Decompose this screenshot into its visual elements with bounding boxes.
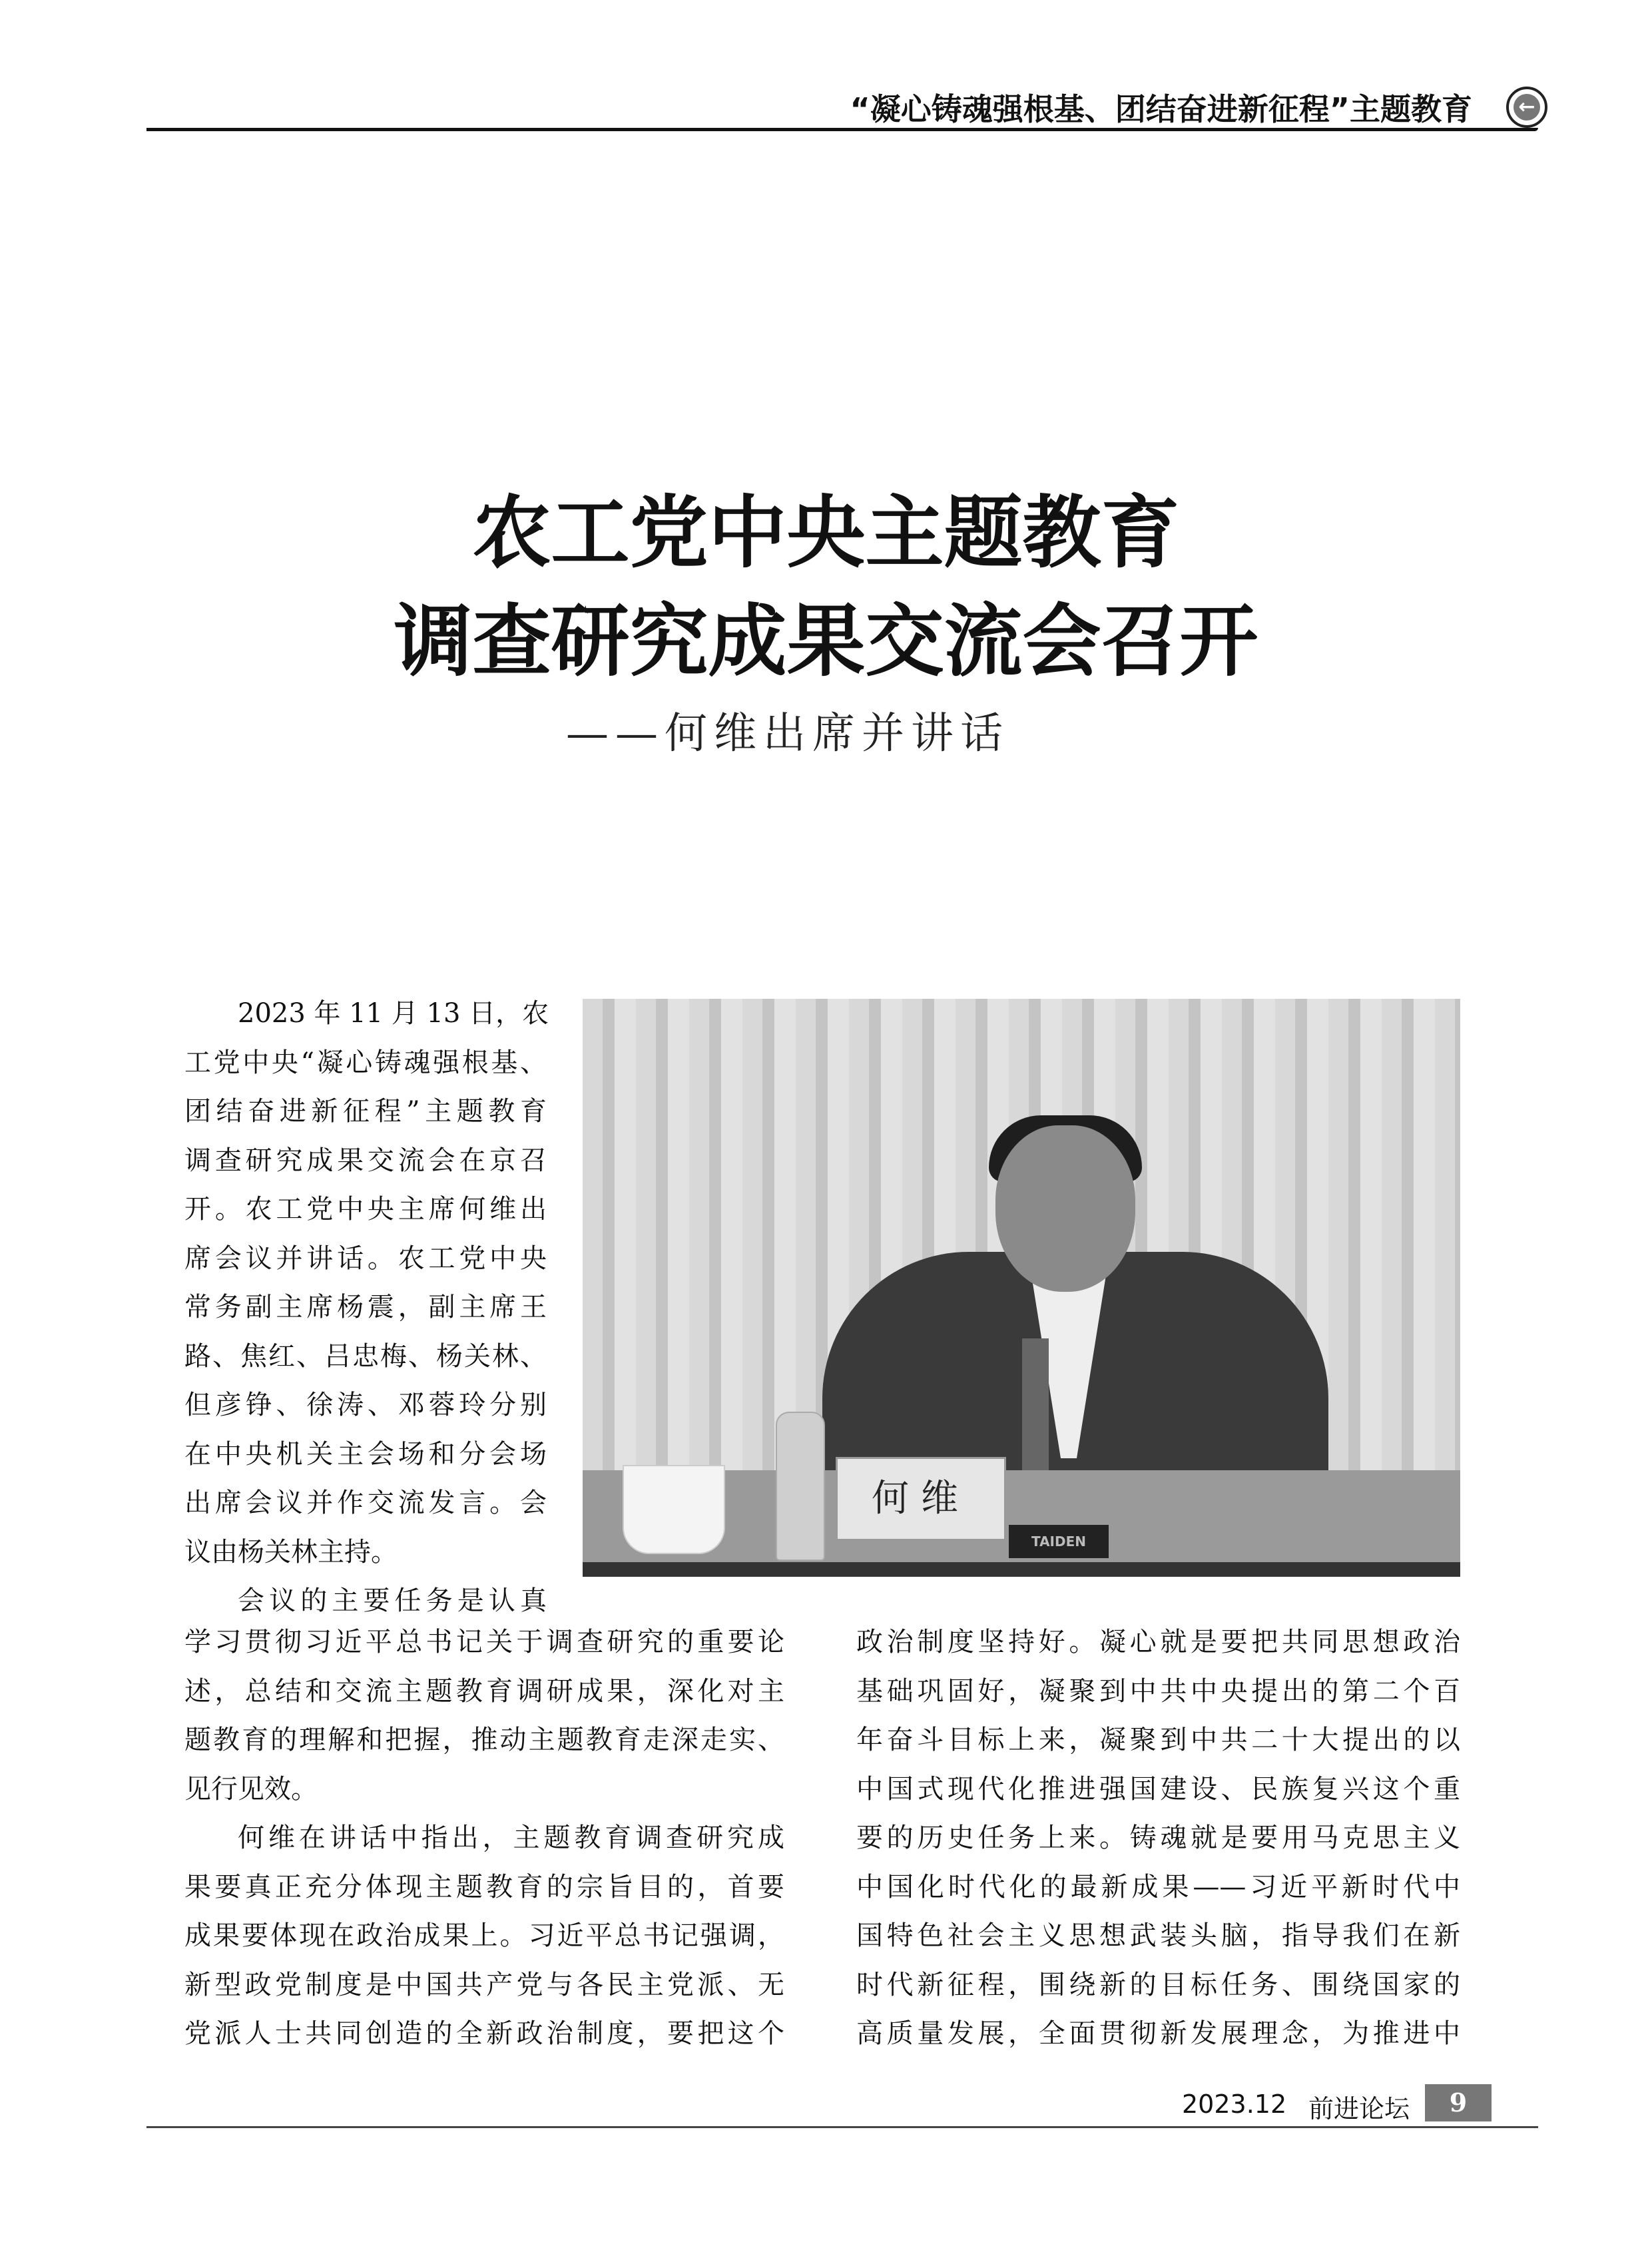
article-photo	[583, 999, 1460, 1577]
article-title-line1: 农工党中央主题教育	[472, 487, 1180, 579]
text-line: 成果要体现在政治成果上。习近平总书记强调，	[184, 1920, 784, 1951]
text-line: 党派人士共同创造的全新政治制度，要把这个	[184, 2018, 784, 2049]
text-line: 要的历史任务上来。铸魂就是要用马克思主义	[856, 1822, 1460, 1853]
text-line: 路、焦红、吕忠梅、杨关林、	[184, 1340, 547, 1372]
text-line: 调查研究成果交流会在京召	[184, 1145, 547, 1176]
article-subtitle: ——何维出席并讲话	[566, 709, 1009, 758]
text-line: 时代新征程，围绕新的目标任务、围绕国家的	[856, 1969, 1460, 2000]
issue-date: 2023.12	[1182, 2090, 1287, 2119]
text-line: 果要真正充分体现主题教育的宗旨目的，首要	[184, 1871, 784, 1902]
microphone-brand: TAIDEN	[1009, 1525, 1109, 1558]
text-line: 团结奋进新征程”主题教育	[184, 1096, 547, 1127]
text-line: 但彦铮、徐涛、邓蓉玲分别	[184, 1390, 547, 1420]
text-line: 在中央机关主会场和分会场	[184, 1438, 547, 1470]
text-line: 高质量发展，全面贯彻新发展理念，为推进中	[856, 2018, 1460, 2049]
arrow-left-circle-icon: ←	[1506, 87, 1547, 128]
text-line: 述，总结和交流主题教育调研成果，深化对主	[184, 1675, 784, 1707]
text-line: 基础巩固好，凝聚到中共中央提出的第二个百	[856, 1675, 1460, 1707]
left-bottom-column	[184, 1618, 784, 2059]
text-line: 国特色社会主义思想武装头脑，指导我们在新	[856, 1920, 1460, 1951]
text-line: 2023 年 11 月 13 日，农	[238, 998, 549, 1029]
text-line: 常务副主席杨震，副主席王	[184, 1292, 547, 1322]
text-line: 中国式现代化推进强国建设、民族复兴这个重	[856, 1773, 1460, 1805]
text-line: 中国化时代化的最新成果——习近平新时代中	[856, 1871, 1460, 1902]
text-line: 年奋斗目标上来，凝聚到中共二十大提出的以	[856, 1725, 1460, 1755]
text-line: 出席会议并作交流发言。会	[184, 1488, 547, 1518]
page-number: 9	[1425, 2084, 1492, 2121]
text-line: 学习贯彻习近平总书记关于调查研究的重要论	[184, 1627, 784, 1657]
text-line: 开。农工党中央主席何维出	[184, 1194, 547, 1225]
header-divider	[146, 128, 1538, 131]
text-line: 工党中央“凝心铸魂强根基、	[184, 1047, 547, 1078]
text-line: 题教育的理解和把握，推动主题教育走深走实、	[184, 1725, 784, 1755]
article-title-line2: 调查研究成果交流会召开	[394, 595, 1258, 687]
text-line: 见行见效。	[184, 1773, 318, 1805]
text-line: 何维在讲话中指出，主题教育调查研究成	[238, 1822, 784, 1853]
magazine-name: 前进论坛	[1308, 2094, 1410, 2123]
text-line: 会议的主要任务是认真	[238, 1585, 547, 1616]
text-line: 席会议并讲话。农工党中央	[184, 1243, 547, 1274]
section-header: “凝心铸魂强根基、团结奋进新征程”主题教育	[850, 91, 1472, 127]
footer-divider	[146, 2126, 1538, 2128]
nameplate: 何维	[836, 1457, 1006, 1541]
text-line: 议由杨关林主持。	[184, 1536, 398, 1567]
left-top-column	[184, 989, 547, 1626]
right-column	[856, 1618, 1460, 2059]
text-line: 政治制度坚持好。凝心就是要把共同思想政治	[856, 1627, 1460, 1657]
text-line: 新型政党制度是中国共产党与各民主党派、无	[184, 1969, 784, 2000]
